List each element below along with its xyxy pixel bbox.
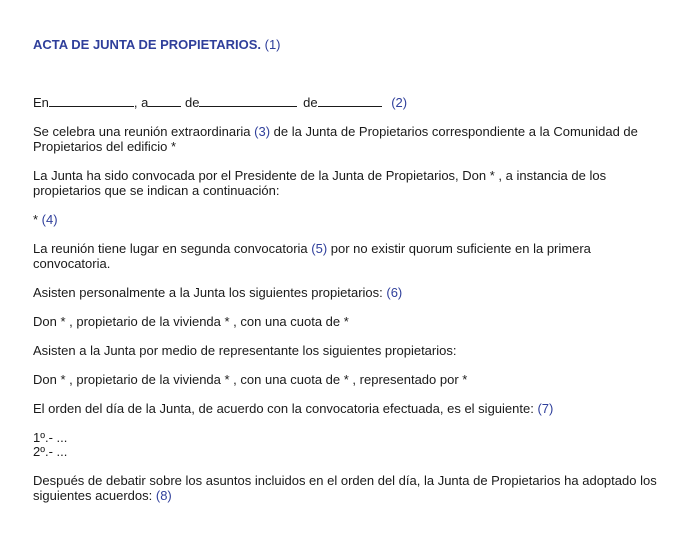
day-blank: [148, 95, 181, 107]
p4-footnote-ref: (5): [311, 241, 328, 256]
year-blank: [318, 95, 382, 107]
p1-text-b: de la Junta de Propietarios correspondiente a la Comunidad de: [270, 124, 638, 139]
paragraph-attend-personally: [33, 285, 402, 300]
paragraph-second-call-line-1: [33, 241, 591, 256]
date-place-line: [33, 95, 407, 110]
en-label: En: [33, 95, 49, 110]
date-footnote-ref: (2): [391, 95, 408, 110]
p4-text-a: La reunión tiene lugar en segunda convocatoria: [33, 241, 312, 256]
paragraph-agenda-intro: [33, 401, 553, 416]
title-footnote-ref: (1): [264, 37, 281, 52]
agenda-item-2: 2º.- ...: [33, 444, 68, 459]
a-label: , a: [133, 95, 149, 110]
agenda-item-1: 1º.- ...: [33, 430, 68, 445]
p5-footnote-ref: (6): [386, 285, 403, 300]
paragraph-agreements-line-1: Después de debatir sobre los asuntos incluidos en el orden del día, la Junta de Propietarios ha adoptado los: [33, 473, 657, 488]
paragraph-convened-line-1: La Junta ha sido convocada por el Presidente de la Junta de Propietarios, Don * , a instancia de los: [33, 168, 607, 183]
document-title: [33, 37, 281, 52]
owner-entry-line: Don * , propietario de la vivienda * , con una cuota de *: [33, 314, 349, 329]
paragraph-convened-line-2: propietarios que se indican a continuación:: [33, 183, 280, 198]
owners-placeholder: [33, 212, 58, 227]
paragraph-meeting-line-2: Propietarios del edificio *: [33, 139, 177, 154]
month-blank: [199, 95, 297, 107]
paragraph-attend-represented: Asisten a la Junta por medio de representante los siguientes propietarios:: [33, 343, 457, 358]
paragraph-meeting-line-1: [33, 124, 638, 139]
place-blank: [49, 95, 134, 107]
de-label-1: de: [185, 95, 200, 110]
paragraph-agreements-line-2: [33, 488, 172, 503]
de-label-2: de: [303, 95, 318, 110]
p9-footnote-ref: (7): [537, 401, 554, 416]
owners-star: *: [33, 212, 42, 227]
title-text: ACTA DE JUNTA DE PROPIETARIOS.: [33, 37, 261, 52]
paragraph-second-call-line-2: convocatoria.: [33, 256, 111, 271]
p10-text: siguientes acuerdos:: [33, 488, 156, 503]
p1-text-a: Se celebra una reunión extraordinaria: [33, 124, 255, 139]
p4-text-b: por no existir quorum suficiente en la primera: [327, 241, 591, 256]
p1-footnote-ref: (3): [254, 124, 271, 139]
p5-text: Asisten personalmente a la Junta los siguientes propietarios:: [33, 285, 387, 300]
p9-text: El orden del día de la Junta, de acuerdo con la convocatoria efectuada, es el siguiente:: [33, 401, 538, 416]
p10-footnote-ref: (8): [155, 488, 172, 503]
owners-footnote-ref: (4): [41, 212, 58, 227]
represented-owner-entry-line: Don * , propietario de la vivienda * , con una cuota de * , representado por *: [33, 372, 468, 387]
